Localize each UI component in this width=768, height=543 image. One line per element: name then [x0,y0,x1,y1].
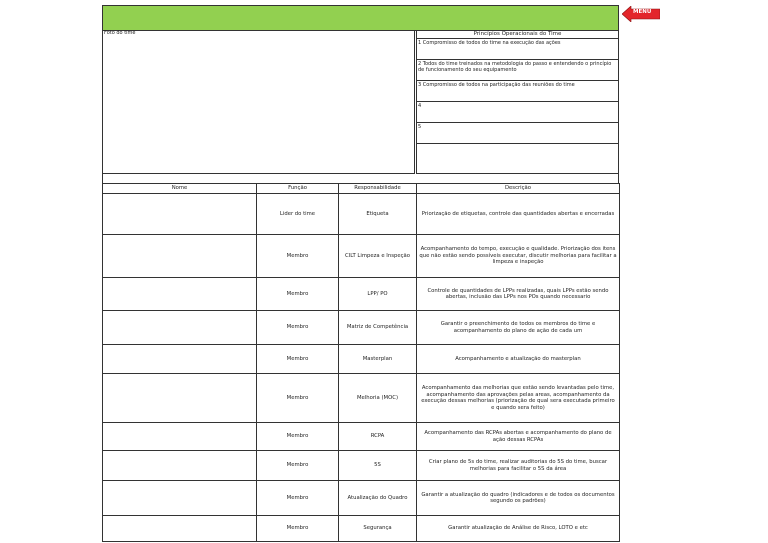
principle-item: 4 [417,102,618,123]
table-row [103,481,620,516]
cell-funcao: Membro [257,481,339,516]
cell-funcao: Membro [257,345,339,374]
principle-item: 5 [417,123,618,144]
spacer-row [102,173,619,183]
principle-item: 1 Compromisso de todos do time na execução das ações [417,39,618,60]
cell-descricao: Criar plano de 5s do time, realizar auditorias do 5S do time, buscar melhorias para facilitar o 5S da área [417,451,620,481]
cell-nome [103,235,257,278]
cell-nome [103,481,257,516]
cell-nome [103,345,257,374]
cell-funcao: Membro [257,451,339,481]
table-row [103,194,620,235]
cell-nome [103,516,257,542]
cell-descricao: Acompanhamento das RCPAs abertas e acompanhamento do plano de ação dessas RCPAs [417,423,620,451]
principle-item: 3 Compromisso de todos na participação das reuniões do time [417,81,618,102]
header-bar [102,5,619,31]
table-header-row [103,184,620,194]
cell-funcao: Membro [257,423,339,451]
table-row [103,345,620,374]
table-row [103,516,620,542]
table-row [103,278,620,311]
cell-responsabilidade: Etiqueta [339,194,417,235]
cell-responsabilidade: LPP/ PO [339,278,417,311]
cell-nome [103,423,257,451]
cell-nome [103,374,257,423]
cell-funcao: Membro [257,235,339,278]
table-row [103,311,620,345]
cell-responsabilidade: Atualização do Quadro [339,481,417,516]
cell-responsabilidade: Melhoria (MOC) [339,374,417,423]
cell-funcao: Membro [257,311,339,345]
team-photo-area [102,30,415,174]
principle-item [417,144,618,165]
cell-descricao: Garantir o preenchimento de todos os membros do time e acompanhamento do plano de ação de cada um [417,311,620,345]
cell-descricao: Acompanhamento do tempo, execução e qualidade. Priorização dos itens que não estão sendo possíveis executar, discutir melhorias para facilitar a limpeza e inspeção [417,235,620,278]
cell-descricao: Acompanhamento e atualização do masterplan [417,345,620,374]
menu-label: MENU [633,9,652,15]
header-responsabilidade: Responsabilidade [339,184,417,194]
operational-principles [416,30,619,174]
header-nome: Nome [103,184,257,194]
cell-funcao: Lider do time [257,194,339,235]
cell-responsabilidade: Segurança [339,516,417,542]
principle-item: 2 Todos do time treinados na metodologia do passo e entendendo o princípio de funcionamento do seu equipamento [417,60,618,81]
cell-responsabilidade: CILT Limpeza e Inspeção [339,235,417,278]
cell-responsabilidade: 5S [339,451,417,481]
cell-responsabilidade: RCPA [339,423,417,451]
principles-title: Princípios Operacionais do Time [417,30,618,39]
cell-nome [103,451,257,481]
table-row [103,235,620,278]
cell-funcao: Membro [257,278,339,311]
photo-label: Foto do time [104,30,136,36]
header-descricao: Descrição [417,184,620,194]
cell-responsabilidade: Masterplan [339,345,417,374]
table-row [103,451,620,481]
cell-nome [103,278,257,311]
table-row [103,423,620,451]
cell-nome [103,311,257,345]
responsibilities-table [102,183,620,542]
menu-button[interactable] [622,6,660,22]
cell-descricao: Acompanhamento das melhorias que estão sendo levantadas pelo time, acompanhamento das aprovações pelas areas, acompanhamento da execução dessas melhorias (priorização de qual sera executada primeiro e quando sera feito) [417,374,620,423]
header-funcao: Função [257,184,339,194]
cell-descricao: Garantir a atualização do quadro (indicadores e de todos os documentos segundo os padrões) [417,481,620,516]
table-row [103,374,620,423]
cell-descricao: Controle de quantidades de LPPs realizadas, quais LPPs estão sendo abertas, inclusão das LPPs nos POs quando necessario [417,278,620,311]
cell-nome [103,194,257,235]
cell-responsabilidade: Matriz de Competência [339,311,417,345]
cell-descricao: Priorização de etiquetas, controle das quantidades abertas e encerradas [417,194,620,235]
cell-funcao: Membro [257,516,339,542]
cell-funcao: Membro [257,374,339,423]
cell-descricao: Garantir atualização de Análise de Risco, LOTO e etc [417,516,620,542]
